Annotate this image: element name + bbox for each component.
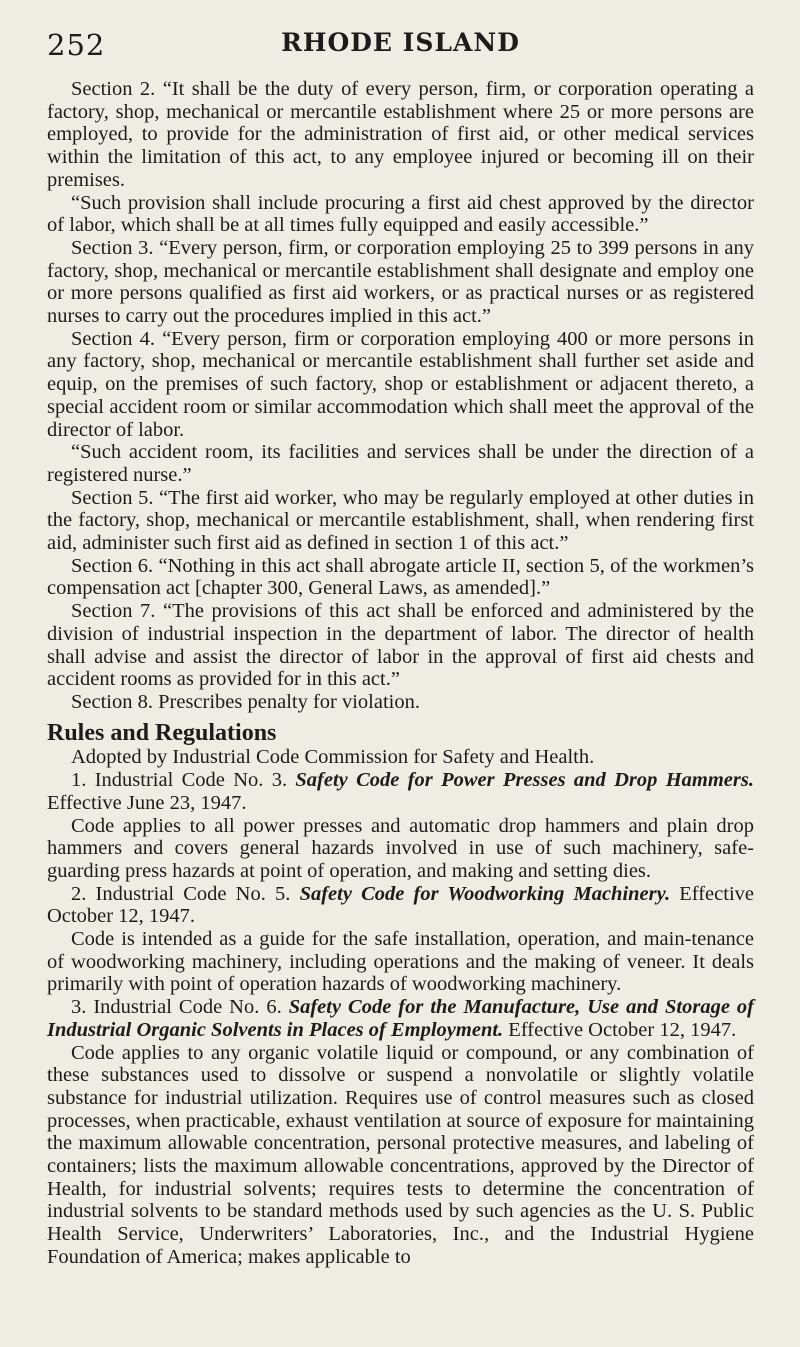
paragraph-section-5: Section 5. “The first aid worker, who may be regularly employed at other duties in the factory, shop, mechanical or mercantile establishment, shall, when rendering first aid, administer such first aid as defined in section 1 of this act.” [47,486,754,555]
code-5-title: Safety Code for Woodworking Machinery. [299,882,671,905]
code-5-effective: Effective October 12, 1947. [47,882,754,928]
code-6-lead: 3. Industrial Code No. 6. [71,996,282,1019]
paragraph-code-5 [47,883,754,928]
paragraph-section-7: Section 7. “The provisions of this act shall be enforced and administered by the division of industrial inspection in the department of labor. The director of health shall advise and assist the director of labor in the approval of first aid chests and accident rooms as provided for in this act.” [47,600,754,691]
paragraph-section-4-cont: “Such accident room, its facilities and services shall be under the direction of a registered nurse.” [47,441,754,486]
code-6-title: Safety Code for the Manufacture, Use and Storage of Industrial Organic Solvents in Places of Employment. [47,996,754,1041]
paragraph-section-6: Section 6. “Nothing in this act shall abrogate article II, section 5, of the workmen’s compensation act [chapter 300, General Laws, as amended].” [47,554,754,600]
paragraph-section-2-cont: “Such provision shall include procuring a first aid chest approved by the director of labor, which shall be at all times fully equipped and easily accessible.” [47,191,754,237]
paragraph-code-5-desc: Code is intended as a guide for the safe installation, operation, and main-tenance of woodworking machinery, including operations and the making of veneer. It deals primarily with point of operation hazards of woodworking machinery. [47,928,754,996]
code-3-effective: Effective June 23, 1947. [47,791,247,814]
paragraph-adopted-by: Adopted by Industrial Code Commission for Safety and Health. [71,746,595,769]
body-text [47,78,754,1269]
code-3-title: Safety Code for Power Presses and Drop Hammers. [295,769,754,792]
page-header [47,20,754,78]
section-heading: Rules and Regulations [47,719,277,746]
paragraph-section-8: Section 8. Prescribes penalty for violation. [71,690,420,713]
paragraph-code-3 [47,769,754,814]
running-head: RHODE ISLAND [281,28,520,57]
paragraph-code-6-desc: Code applies to any organic volatile liquid or compound, or any combination of these substances used to dissolve or suspend a nonvolatile or slightly volatile substance for industrial utilization. Requires use of control measures such as closed processes, when practicable, exhaust ventilation at source of exposure for maintaining the maximum allowable concentration, personal protective measures, and labeling of containers; lists the maximum allowable concentrations, approved by the Director of Health, for industrial solvents; requires tests to determine the concentration of industrial solvents to be standard methods used by such agencies as the U. S. Public Health Service, Underwriters’ Laboratories, Inc., and the Industrial Hygiene Foundation of America; makes applicable to [47,1041,754,1268]
paragraph-code-6 [47,996,754,1041]
paragraph-section-2: Section 2. “It shall be the duty of every person, firm, or corporation operating a factory, shop, mechanical or mercantile establishment where 25 or more persons are employed, to provide for the administration of first aid, or other medical services within the limitation of this act, to any employee injured or becoming ill on their premises. [47,78,754,191]
code-6-effective: Effective October 12, 1947. [508,1018,737,1041]
code-5-lead: 2. Industrial Code No. 5. [71,882,291,905]
code-3-lead: 1. Industrial Code No. 3. [71,769,288,792]
paragraph-code-3-desc: Code applies to all power presses and automatic drop hammers and plain drop hammers and covers general hazards involved in use of such machinery, safe-guarding press hazards at point of operation, and making and setting dies. [47,814,754,882]
paragraph-section-4: Section 4. “Every person, firm or corporation employing 400 or more persons in any factory, shop, mechanical or mercantile establishment shall further set aside and equip, on the premises of such factory, shop or establishment or adjacent thereto, a special accident room or similar accommodation which shall meet the approval of the director of labor. [47,327,754,441]
paragraph-section-3: Section 3. “Every person, firm, or corporation employing 25 to 399 persons in any factory, shop, mechanical or mercantile establishment shall designate and employ one or more persons qualified as first aid workers, or as practical nurses or as registered nurses to carry out the procedures implied in this act.” [47,236,754,328]
page-number: 252 [47,28,106,62]
